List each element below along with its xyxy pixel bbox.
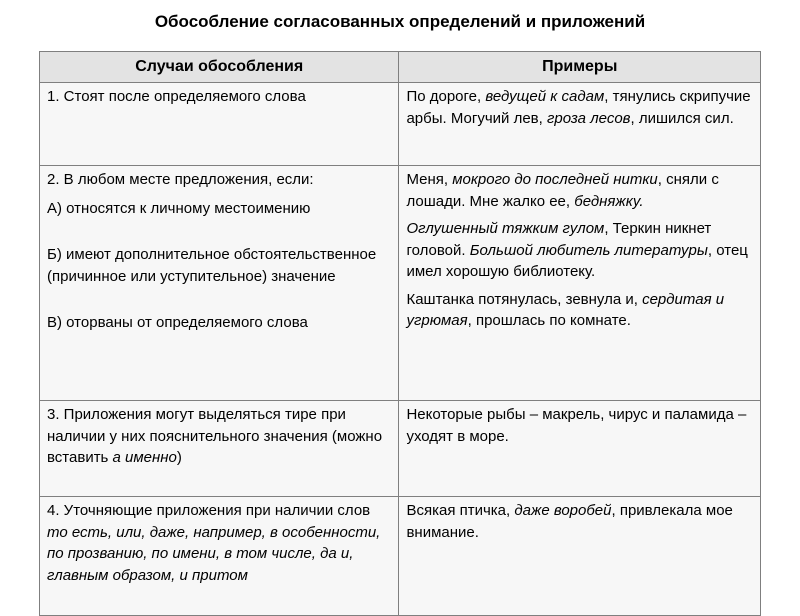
table-header-row	[40, 52, 761, 83]
case-text	[47, 500, 392, 586]
text-fragment: Некоторые рыбы – макрель, чирус и паламида – уходят в море.	[406, 406, 747, 445]
page-title: Обособление согласованных определений и приложений	[154, 12, 646, 31]
italic-example-fragment: Оглушенный тяжким гулом	[406, 220, 605, 237]
text-fragment: 3. Приложения могут выделяться тире при наличии у них пояснительного значения (можно вставить	[47, 406, 383, 466]
text-fragment: , привлекала мое внимание.	[406, 502, 733, 541]
table-row	[40, 497, 761, 616]
text-fragment: , прошлась по комнате.	[467, 312, 631, 329]
example-text	[406, 404, 754, 447]
text-fragment: , Теркин никнет головой.	[406, 220, 712, 259]
table-row	[40, 401, 761, 497]
case-subitem: Б) имеют дополнительное обстоятельственное (причинное или уступительное) значение	[47, 246, 377, 285]
text-fragment: , отец имел хорошую библиотеку.	[406, 241, 748, 280]
example-text	[406, 289, 754, 332]
text-fragment: , тянулись скрипучие арбы. Могучий лев,	[406, 88, 751, 127]
case-cell	[40, 401, 399, 497]
example-text	[406, 86, 754, 129]
case-cell	[40, 83, 399, 166]
example-cell	[399, 83, 761, 166]
case-text	[47, 404, 392, 469]
example-cell	[399, 401, 761, 497]
column-header-cases: Случаи обособления	[40, 52, 399, 83]
table-row	[40, 166, 761, 401]
text-fragment: По дороге,	[406, 88, 486, 105]
example-text	[406, 218, 754, 283]
column-header-examples: Примеры	[399, 52, 761, 83]
rules-table	[39, 51, 761, 616]
italic-example-fragment: даже воробей	[514, 502, 612, 519]
italic-example-fragment: ведущей к садам	[485, 88, 605, 105]
italic-example-fragment: а именно	[112, 449, 177, 466]
case-text: 2. В любом месте предложения, если:	[47, 171, 314, 188]
example-text	[406, 169, 754, 212]
case-subitem: А) относятся к личному местоимению	[47, 199, 311, 217]
case-cell	[40, 166, 399, 401]
italic-example-fragment: Большой любитель литературы	[469, 241, 708, 259]
italic-example-fragment: то есть, или, даже, например, в особенности, по прозванию, по имени, в том числе, да и, главным образом, и притом	[47, 523, 381, 584]
case-text: 1. Стоят после определяемого слова	[47, 88, 306, 105]
text-fragment: , сняли с лошади. Мне жалко ее,	[406, 171, 719, 210]
text-fragment: 4. Уточняющие приложения при наличии слов	[47, 502, 371, 519]
example-cell	[399, 497, 761, 616]
italic-example-fragment: мокрого до последней нитки	[452, 171, 658, 188]
italic-example-fragment: бедняжку.	[574, 192, 644, 210]
table-row	[40, 83, 761, 166]
example-text	[406, 500, 754, 543]
text-fragment: , лишился сил.	[630, 109, 734, 127]
text-fragment: Всякая птичка,	[406, 502, 515, 519]
text-fragment: )	[176, 449, 182, 466]
text-fragment: Каштанка потянулась, зевнула и,	[406, 290, 643, 308]
case-subitem: В) оторваны от определяемого слова	[47, 314, 308, 331]
italic-example-fragment: сердитая и угрюмая	[406, 290, 725, 329]
example-cell	[399, 166, 761, 401]
italic-example-fragment: гроза лесов	[546, 109, 631, 127]
text-fragment: Меня,	[406, 171, 453, 188]
case-cell	[40, 497, 399, 616]
